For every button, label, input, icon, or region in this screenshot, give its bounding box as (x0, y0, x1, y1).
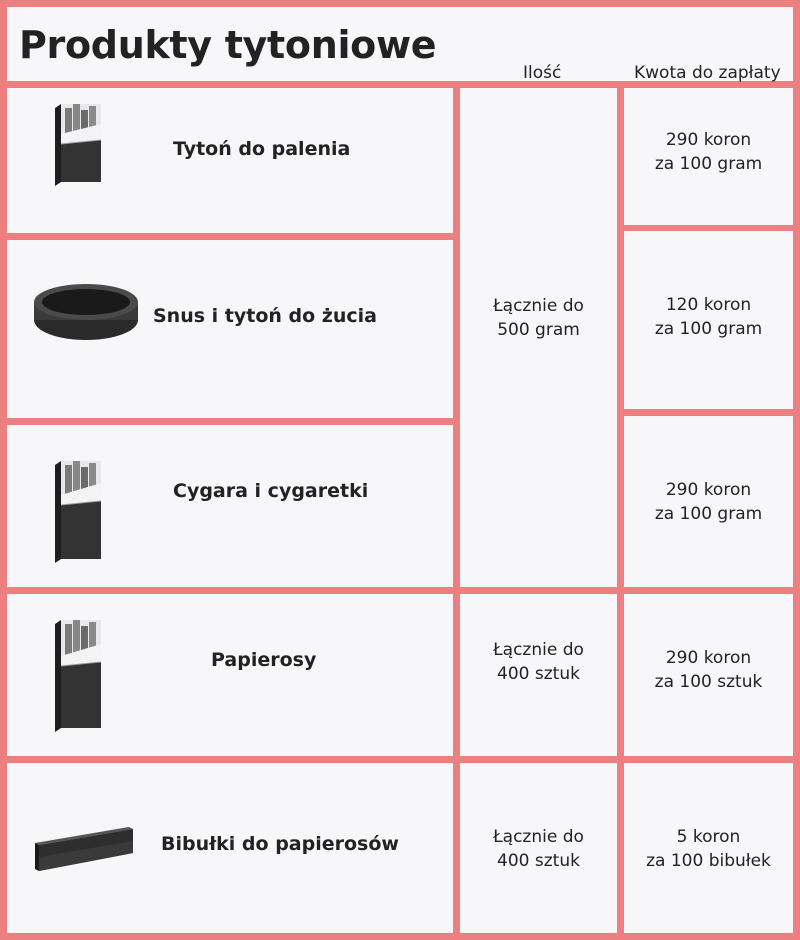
rolling-papers-icon (33, 823, 137, 879)
page-title: Produkty tytoniowe (19, 23, 437, 67)
product-name: Snus i tytoń do żucia (153, 305, 377, 327)
product-name: Tytoń do palenia (173, 138, 351, 160)
amount-unit: za 100 sztuk (654, 672, 763, 692)
amount-unit: za 100 gram (654, 504, 763, 524)
product-cell (7, 425, 453, 587)
quantity-value: 500 gram (497, 320, 580, 340)
product-cell (7, 240, 453, 418)
cigarette-pack-icon (45, 614, 107, 738)
amount-value: 290 koron (665, 480, 752, 500)
amount-cell (624, 763, 793, 933)
column-header-quantity: Ilość (523, 63, 562, 83)
amount-value: 290 koron (665, 130, 752, 150)
product-name: Bibułki do papierosów (161, 833, 399, 855)
amount-cell (624, 88, 793, 225)
amount-unit: za 100 gram (654, 154, 763, 174)
quantity-value: 400 sztuk (497, 664, 580, 684)
product-cell (7, 763, 453, 933)
cigarette-pack-icon (45, 100, 107, 192)
product-cell (7, 594, 453, 756)
column-header-amount: Kwota do zapłaty (634, 63, 781, 83)
quantity-label: Łącznie do (493, 827, 584, 847)
product-name: Cygara i cygaretki (173, 480, 369, 502)
amount-cell (624, 416, 793, 587)
amount-value: 5 koron (676, 827, 741, 847)
product-cell (7, 88, 453, 233)
quantity-label: Łącznie do (493, 640, 584, 660)
cigarette-pack-icon (45, 455, 107, 569)
quantity-cell (460, 88, 617, 587)
amount-value: 290 koron (665, 648, 752, 668)
quantity-label: Łącznie do (493, 296, 584, 316)
quantity-cell (460, 594, 617, 756)
amount-unit: za 100 bibułek (646, 851, 771, 871)
amount-value: 120 koron (665, 295, 752, 315)
snus-tin-icon (31, 280, 141, 350)
quantity-value: 400 sztuk (497, 851, 580, 871)
quantity-cell (460, 763, 617, 933)
header (7, 7, 793, 81)
amount-unit: za 100 gram (654, 319, 763, 339)
amount-cell (624, 231, 793, 409)
product-name: Papierosy (211, 649, 317, 671)
amount-cell (624, 594, 793, 756)
